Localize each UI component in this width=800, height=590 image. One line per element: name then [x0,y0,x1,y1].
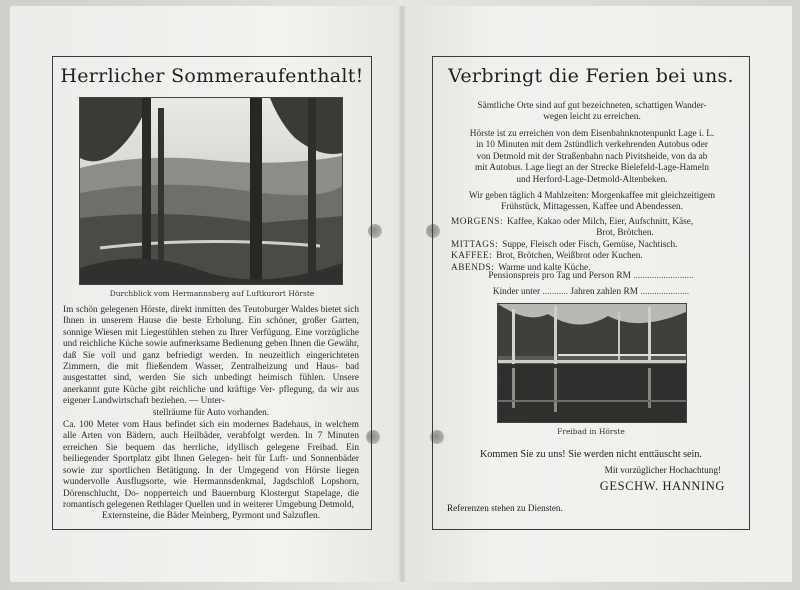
children-label: Kinder unter [492,287,541,297]
left-content-frame [52,56,372,530]
meal-morning [451,217,743,240]
text-line: und Herford-Lage-Detmold-Altenbeken. [516,174,668,185]
greeting-text: Mit vorzüglicher Hochachtung! [604,465,721,475]
text-line: Kaffee, Kakao oder Milch, Eier, Aufschnitt, Käse, [507,217,694,227]
text-line: Ein schöner, großer Garten, sonnige Wiesen mit Liegestühlen [63,316,359,338]
text-line: in welchem alle Arten von Bädern, auch Heilbäder, verabfolgt [63,420,359,442]
text-line: gelegenen Rethlager Quellen und in weiterer Umgebung Detmold, [106,499,354,510]
pension-price-label: Pensionspreis pro Tag und Person RM [488,271,631,281]
text-line: werden. In 7 Minuten erreichen Sie bequem das herrliche, idyllisch [63,431,359,453]
text-line: Brot, Brötchen. [596,228,654,239]
references-text: Referenzen stehen zu Diensten. [447,503,563,513]
meal-noon [451,240,743,251]
text-line: bad ausgestattet sind, werden Sie sich unbedingt heimisch fühlen. [63,362,359,384]
meal-coffee [451,251,743,262]
text-line: von Detmold mit der Straßenbahn nach Pivitsheide, von da ab [476,151,708,162]
invitation-text: Kommen Sie zu uns! Sie werden nicht enttäuscht sein. [479,449,703,460]
open-air-pool-photo [497,303,687,423]
pension-price-line [433,271,749,281]
meal-label: MITTAGS: [451,239,499,250]
meal-label: MORGENS: [451,217,504,227]
blank-fill-line: ........... [542,287,569,297]
text-line: mit Autobus. Lage liegt an der Strecke Bielefeld-Lage-Hameln [475,163,709,174]
paragraph-accommodation [63,305,359,419]
meal-description: Suppe, Fleisch oder Fisch, Gemüse, Nachtisch. [502,239,678,250]
forest-view-image [80,98,342,284]
meal-label: KAFFEE: [451,251,493,262]
text-line: Sämtliche Orte sind auf gut bezeichneten, schattigen Wander- [477,101,707,111]
meal-description [507,217,743,240]
text-line: Frühstück, Mittagessen, Kaffee und Abendessen. [501,202,683,213]
left-body-text [63,305,359,524]
text-line: gelegene Freibad. Ein beiliegender Sportplatz gibt Ihnen Gelegen- [63,442,360,465]
text-line: Unsere anerkannt gute Küche gibt reichliche und kräftige Ver- [63,373,360,395]
text-line: Hörste ist zu erreichen von dem Eisenbahnknotenpunkt Lage i. L. [469,129,715,139]
text-line: sowie aufmerksame Bedienung geben Ihnen die Gewähr, daß [63,339,359,361]
text-line: Waldes bietet sich Ihnen in unserem Hause die beste Erholung. [63,305,360,327]
signature-text: GESCHW. HANNING [599,479,725,493]
text-line: wie Hermannsdenkmal, Jagdschloß Lopshorn, Dörenschlucht, Do- [63,477,359,499]
text-line: stellräume für Auto vorhanden. [152,407,270,418]
blank-fill-line: ..................... [640,287,690,297]
text-line: heit für Luft- und Sonnenbäder sowie zur sportlichen Betätigung. [63,454,360,476]
children-price-label: Jahren zahlen RM [570,287,638,297]
text-line: Zimmern, die mit fließendem Wasser, Zentralheizung und Haus- [63,362,339,373]
text-line: Ca. 100 Meter vom Haus befindet sich ein modernes Badehaus, [63,420,312,431]
paragraph-surroundings [63,420,359,523]
left-photo-caption: Durchblick vom Hermannsberg auf Luftkurort Hörste [109,289,315,298]
meal-description: Warme und kalte Küche. [498,262,591,273]
meal-description: Brot, Brötchen, Weißbrot oder Kuchen. [496,251,643,262]
text-line: In der Umgegend von Hörste liegen wundervolle Ausflugsorte, [63,465,359,488]
right-photo-caption: Freibad in Hörste [557,427,625,436]
text-line: Im schön gelegenen Hörste, direkt inmitten des Teutoburger [63,305,289,315]
left-headline: Herrlicher Sommeraufenthalt! [60,65,364,87]
meal-label: ABENDS: [451,262,495,273]
text-line: Externsteine, die Bäder Meinberg, Pyrmont und Salzuflen. [102,511,320,522]
text-line: Wir geben täglich 4 Mahlzeiten: Morgenkaffee mit gleichzeitigem [468,191,716,201]
center-fold [398,6,406,582]
meal-schedule [451,217,743,274]
forest-view-photo [79,97,343,285]
open-air-pool-image [498,304,686,422]
text-line: pflegung, da wir aus eigener Landwirtschaft beziehen. — Unter- [63,384,359,407]
children-price-line [433,287,749,297]
blank-fill-line: .......................... [633,271,694,281]
transport-text [447,129,737,186]
right-content-frame [432,56,750,530]
text-line: stehen zu Ihrer Verfügung. Eine vorzügliche und reichliche Küche [63,327,359,350]
text-line: in 10 Minuten mit dem 2stündlich verkehrenden Autobus oder [476,140,708,151]
meals-intro [447,191,737,214]
intro-text [447,101,737,124]
text-line: wegen leicht zu erreichen. [543,112,641,123]
text-line: Sie voll und ganz befriedigt werden. In neuzeitlich eingerichteten [82,350,360,361]
right-headline: Verbringt die Ferien bei uns. [448,65,734,87]
text-line: nopperteich und Bauernburg Klostergut Stapelage, die romantisch [63,488,359,510]
